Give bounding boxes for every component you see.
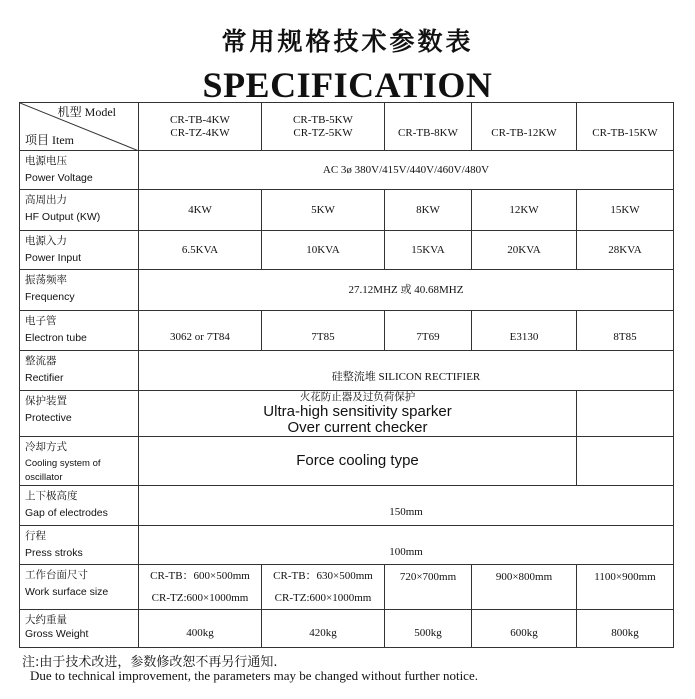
table-cell: 720×700mm [385, 565, 472, 610]
table-cell: 3062 or 7T84 [139, 311, 262, 351]
row-label: 电子管 Electron tube [20, 311, 139, 351]
item-label: 项目 Item [25, 133, 74, 147]
table-cell: 8T85 [577, 311, 674, 351]
row-label: 冷却方式 Cooling system of oscillator [20, 437, 139, 486]
table-row [20, 311, 674, 351]
table-cell: CR-TB：600×500mm CR-TZ:600×1000mm [139, 565, 262, 610]
row-label: 工作台面尺寸 Work surface size [20, 565, 139, 610]
model-name: CR-TZ-4KW [170, 126, 230, 139]
model-name: CR-TB-4KW [170, 113, 230, 126]
table-cell: 28KVA [577, 231, 674, 270]
power-voltage-value: AC 3ø 380V/415V/440V/460V/480V [139, 151, 674, 190]
table-cell: 7T69 [385, 311, 472, 351]
model-header [385, 103, 472, 151]
row-label: 行程 Press stroks [20, 526, 139, 565]
footnote: Due to technical improvement, the parameters may be changed without further notice. [30, 668, 478, 683]
model-label: 机型 Model [57, 105, 116, 119]
table-cell: 420kg [262, 610, 385, 648]
protective-value: 火花防止器及过负荷保护 Ultra-high sensitivity sparker Over current checker [139, 391, 577, 437]
footnote-chinese: 注:由于技术改进，参数修改恕不再另行通知. [22, 655, 278, 670]
table-cell: 8KW [385, 190, 472, 231]
row-label: 大约重量 Gross Weight [20, 610, 139, 648]
table-cell: 4KW [139, 190, 262, 231]
table-cell: 900×800mm [472, 565, 577, 610]
row-label: 上下极高度 Gap of electrodes [20, 486, 139, 526]
table-cell [577, 391, 674, 437]
table-row [20, 190, 674, 231]
table-cell: CR-TB：630×500mm CR-TZ:600×1000mm [262, 565, 385, 610]
rectifier-value: 硅整流堆 SILICON RECTIFIER [139, 351, 674, 391]
cooling-value: Force cooling type [139, 437, 577, 486]
model-name: CR-TZ-5KW [293, 126, 353, 139]
press-value: 100mm [139, 526, 674, 565]
table-header-row [20, 103, 674, 151]
row-label: 整流器 Rectifier [20, 351, 139, 391]
table-cell: 5KW [262, 190, 385, 231]
table-cell: 20KVA [472, 231, 577, 270]
table-cell: E3130 [472, 311, 577, 351]
model-header [577, 103, 674, 151]
table-row [20, 486, 674, 526]
model-header [139, 103, 262, 151]
header-diagonal-cell [20, 103, 139, 151]
model-name: CR-TB-8KW [398, 127, 458, 139]
table-cell: 10KVA [262, 231, 385, 270]
table-cell [577, 437, 674, 486]
table-row [20, 565, 674, 610]
table-cell: 1100×900mm [577, 565, 674, 610]
row-label: 高周出力 HF Output (KW) [20, 190, 139, 231]
model-name: CR-TB-5KW [293, 113, 353, 126]
table-cell: 800kg [577, 610, 674, 648]
spec-table [19, 102, 674, 648]
model-header [262, 103, 385, 151]
table-cell: 400kg [139, 610, 262, 648]
table-row [20, 437, 674, 486]
frequency-value: 27.12MHZ 或 40.68MHZ [139, 270, 674, 311]
model-name: CR-TB-12KW [491, 127, 557, 139]
table-row [20, 391, 674, 437]
table-row [20, 151, 674, 190]
model-name: CR-TB-15KW [592, 127, 658, 139]
page-title-chinese: 常用规格技术参数表 [221, 27, 474, 56]
table-cell: 7T85 [262, 311, 385, 351]
table-cell: 15KW [577, 190, 674, 231]
table-cell: 12KW [472, 190, 577, 231]
table-cell: 500kg [385, 610, 472, 648]
model-header [472, 103, 577, 151]
table-row [20, 351, 674, 391]
table-cell: 600kg [472, 610, 577, 648]
gap-value: 150mm [139, 486, 674, 526]
table-row [20, 610, 674, 648]
row-label: 电源入力 Power Input [20, 231, 139, 270]
table-cell: 6.5KVA [139, 231, 262, 270]
row-label: 保护装置 Protective [20, 391, 139, 437]
table-row [20, 231, 674, 270]
table-cell: 15KVA [385, 231, 472, 270]
table-row [20, 270, 674, 311]
row-label: 振荡频率 Frequency [20, 270, 139, 311]
page-title: SPECIFICATION [202, 65, 493, 105]
table-row [20, 526, 674, 565]
row-label: 电源电压 Power Voltage [20, 151, 139, 190]
